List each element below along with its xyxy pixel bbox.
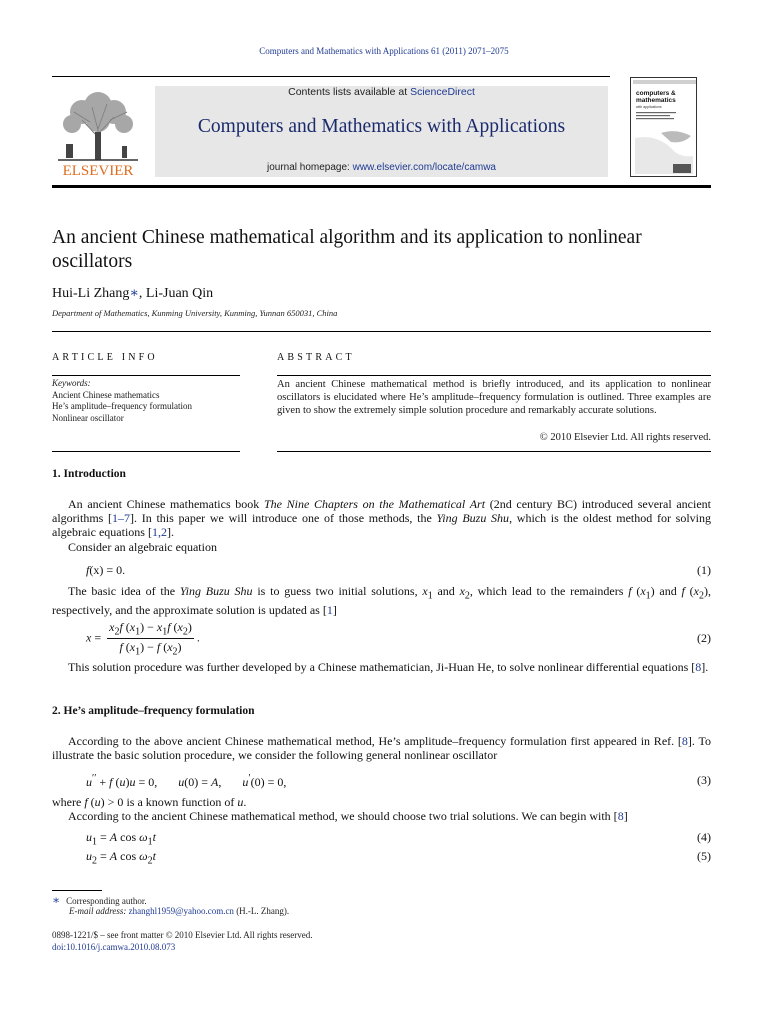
section-1-heading: 1. Introduction — [52, 468, 126, 480]
doi-link[interactable]: doi:10.1016/j.camwa.2010.08.073 — [52, 942, 176, 952]
journal-cover-thumbnail[interactable] — [630, 77, 697, 177]
book-title: The Nine Chapters on the Mathematical Art — [263, 497, 486, 511]
footnote-email: E-mail address: zhanghl1959@yahoo.com.cn (H.-L. Zhang). — [69, 906, 290, 916]
homepage-prefix: journal homepage: — [266, 162, 353, 173]
svg-text:mathematics: mathematics — [636, 97, 676, 104]
section-1-paragraph-4: This solution procedure was further developed by a Chinese mathematician, Ji-Huan He, to solve nonlinear differential equations [8]. — [68, 660, 709, 674]
equation-1: f(x) = 0. — [86, 563, 126, 577]
contents-prefix: Contents lists available at — [288, 86, 411, 98]
footnote-rule — [52, 890, 102, 891]
equation-5: $u_2 = A$ $\cos \omega_2t$ — [86, 849, 156, 867]
keyword: Nonlinear oscillator — [52, 412, 124, 423]
equation-1-number: (1) — [697, 563, 711, 577]
elsevier-logo[interactable] — [52, 82, 144, 178]
homepage-line — [155, 162, 608, 173]
keyword: Ancient Chinese mathematics — [52, 389, 160, 400]
title-rule — [52, 331, 711, 332]
svg-text:with applications: with applications — [636, 105, 662, 109]
info-rule-bottom — [52, 451, 240, 452]
journal-citation[interactable]: Computers and Mathematics with Applications 61 (2011) 2071–2075 — [259, 46, 509, 56]
section-1-paragraph-3: The basic idea of the Ying Buzu Shu is to guess two initial solutions, $x_1$ and $x_2$, which lead to the remainders f $(x_1)$ and f $(x_2)$, respectively, and the approximate solution is updated as [1] — [52, 584, 711, 618]
citation-link[interactable]: 8 — [617, 809, 624, 823]
sciencedirect-link[interactable]: ScienceDirect — [410, 86, 475, 98]
info-rule-top — [52, 375, 240, 376]
equation-3: u′′ + f (u)u = 0, u(0) = A, u′(0) = 0, — [86, 773, 287, 789]
contents-line — [155, 86, 608, 98]
issn-line: 0898-1221/$ – see front matter © 2010 Elsevier Ltd. All rights reserved. — [52, 930, 313, 940]
abstract-rule-bottom — [277, 451, 711, 452]
top-rule — [52, 76, 610, 77]
email-link[interactable]: zhanghl1959@yahoo.com.cn — [128, 906, 234, 916]
section-1-paragraph-1: An ancient Chinese mathematics book The Nine Chapters on the Mathematical Art (2nd century BC) introduced several ancient algorithms [1–7]. In this paper we will introduce one of those methods, the Ying Buzu Shu, which is the oldest method for solving algebraic equations [1,2]. — [52, 497, 712, 539]
cover-art-icon — [631, 78, 697, 177]
footnote-mark: ∗ — [52, 893, 61, 907]
citation-link[interactable]: 1,2 — [151, 525, 167, 539]
citation-link[interactable]: 8 — [695, 660, 702, 674]
keyword: He’s amplitude–frequency formulation — [52, 401, 192, 411]
author-1: Hui-Li Zhang — [52, 286, 130, 301]
citation-link[interactable]: 1 — [326, 603, 333, 618]
abstract-rule-top — [277, 375, 711, 376]
section-2-paragraph-1: According to the above ancient Chinese mathematical method, He’s amplitude–frequency formulation first appeared in Ref. [8]. To illustrate the basic solution procedure, we consider the following general nonlinear oscillator — [52, 734, 711, 762]
equation-2-number: (2) — [697, 631, 711, 645]
header-thick-rule — [52, 185, 711, 188]
section-2-paragraph-2: where f (u) > 0 is a known function of u. — [52, 795, 247, 809]
keywords-label: Keywords: — [52, 378, 91, 388]
article-info-heading: ARTICLE INFO — [52, 352, 158, 363]
citation-link[interactable]: 1–7 — [112, 511, 131, 525]
equation-5-number: (5) — [697, 849, 711, 863]
affiliation: Department of Mathematics, Kunming University, Kunming, Yunnan 650031, China — [52, 308, 338, 318]
article-title: An ancient Chinese mathematical algorithm and its application to nonlinear oscillators — [52, 227, 642, 272]
svg-text:computers &: computers & — [636, 90, 676, 97]
citation-link[interactable]: 8 — [681, 734, 688, 748]
homepage-link[interactable]: www.elsevier.com/locate/camwa — [352, 162, 496, 173]
keywords-block — [52, 378, 192, 424]
corresponding-author-mark[interactable]: ∗ — [129, 286, 139, 301]
author-2: Li-Juan Qin — [145, 286, 214, 301]
equation-4: $u_1 = A$ $\cos \omega_1t$ — [86, 830, 156, 848]
copyright-line: © 2010 Elsevier Ltd. All rights reserved. — [539, 432, 711, 443]
authors: Hui-Li Zhang∗, Li-Juan Qin — [52, 286, 214, 301]
abstract-text: An ancient Chinese mathematical method is briefly introduced, and its application to nonlinear oscillators is elucidated where He’s amplitude–frequency formulation is outlined. Three examples are given to show the extremely simple solution procedure and remarkably accurate solutions. — [277, 379, 711, 416]
section-1-paragraph-2: Consider an algebraic equation — [68, 540, 217, 554]
footnote-corresponding: ∗ Corresponding author. — [52, 893, 147, 907]
abstract-heading: ABSTRACT — [277, 352, 355, 363]
tree-icon — [52, 82, 144, 178]
equation-2: x = $\frac{x_2f (x_1) - x_1f (x_2)}{f (x_1) - f (x_2)}$ . — [86, 620, 200, 658]
section-2-paragraph-3: According to the ancient Chinese mathematical method, we should choose two trial solutions. We can begin with [8] — [68, 809, 628, 823]
elsevier-wordmark: ELSEVIER — [62, 163, 134, 178]
equation-4-number: (4) — [697, 830, 711, 844]
section-2-heading: 2. He’s amplitude–frequency formulation — [52, 705, 255, 717]
equation-3-number: (3) — [697, 773, 711, 787]
journal-name[interactable]: Computers and Mathematics with Applications — [197, 116, 566, 137]
